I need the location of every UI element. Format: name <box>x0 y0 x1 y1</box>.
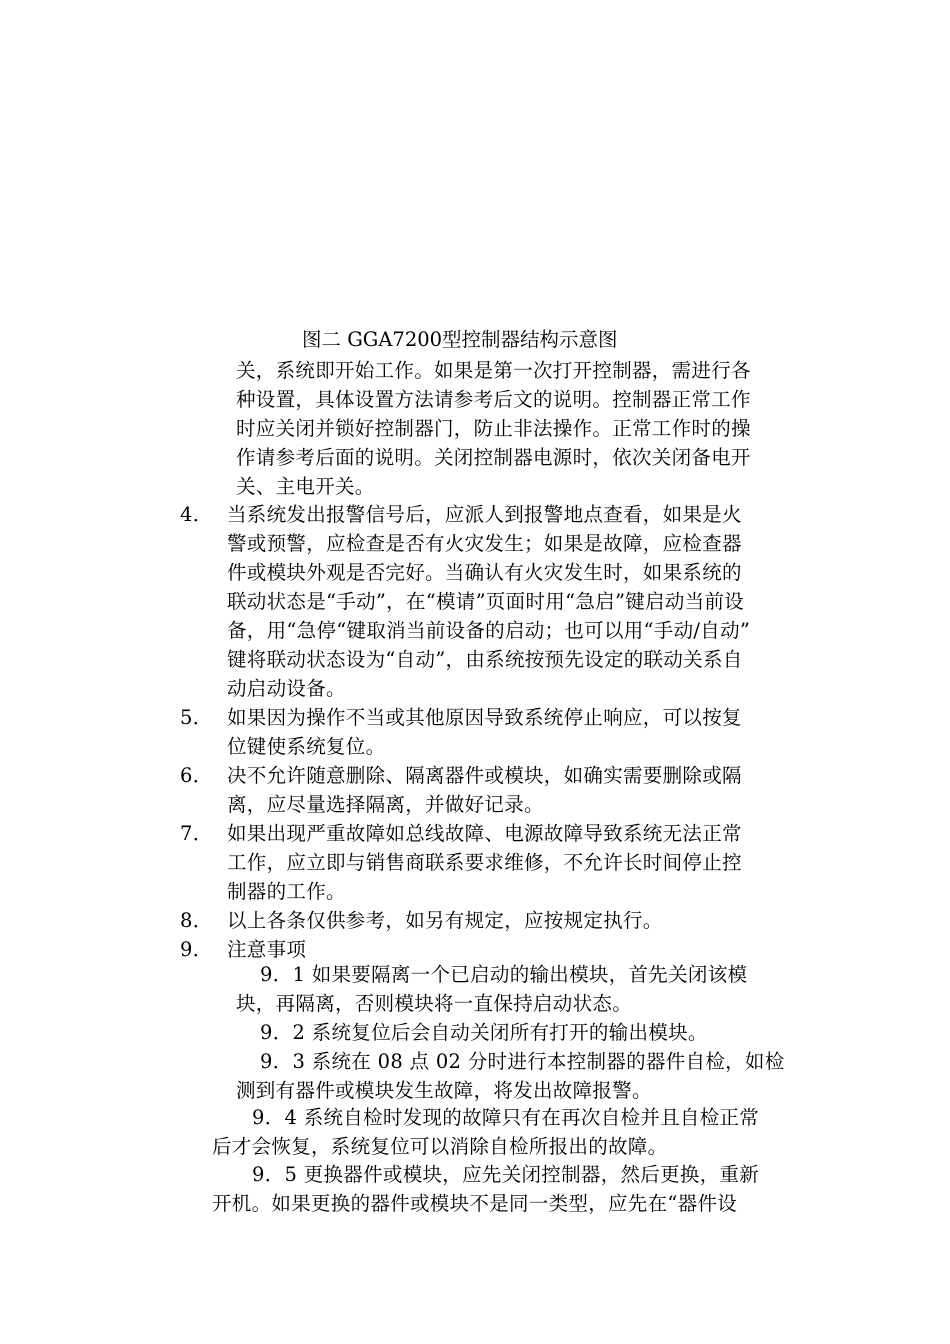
item-line: 如果因为操作不当或其他原因导致系统停止响应，可以按复 <box>227 706 742 729</box>
item-number: 8． <box>180 909 213 932</box>
item-line: 如果出现严重故障如总线故障、电源故障导致系统无法正常 <box>227 822 742 845</box>
list-item-5 <box>180 703 830 761</box>
intro-line: 作请参考后面的说明。关闭控制器电源时，依次关闭备电开 <box>236 446 751 469</box>
item-number: 5． <box>180 706 213 729</box>
item-number: 4． <box>180 503 213 526</box>
list-item-6 <box>180 761 830 819</box>
note-line: 后才会恢复，系统复位可以消除自检所报出的故障。 <box>212 1135 668 1158</box>
note-line: 9．4 系统自检时发现的故障只有在再次自检并且自检正常 <box>252 1106 760 1129</box>
intro-line: 种设置，具体设置方法请参考后文的说明。控制器正常工作 <box>236 388 751 411</box>
item-text <box>227 761 830 819</box>
item-line: 动启动设备。 <box>227 677 346 700</box>
note-9-3 <box>236 1047 836 1105</box>
item-line: 警或预警，应检查是否有火灾发生；如果是故障，应检查器 <box>227 532 742 555</box>
numbered-list <box>180 500 830 964</box>
intro-line: 关、主电开关。 <box>236 475 375 498</box>
figure-caption: 图二 GGA7200型控制器结构示意图 <box>302 328 618 351</box>
item-line: 注意事项 <box>227 938 307 961</box>
item-line: 位键使系统复位。 <box>227 735 386 758</box>
item-text <box>227 819 830 906</box>
note-9-2 <box>260 1018 840 1047</box>
note-line: 9．3 系统在 08 点 02 分时进行本控制器的器件自检，如检 <box>260 1050 785 1073</box>
intro-line: 时应关闭并锁好控制器门，防止非法操作。正常工作时的操 <box>236 417 751 440</box>
note-line: 9．1 如果要隔离一个已启动的输出模块，首先关闭该模 <box>260 963 748 986</box>
item-text <box>227 500 830 703</box>
item-line: 键将联动状态设为“自动”，由系统按预先设定的联动关系自 <box>227 648 743 671</box>
list-item-8 <box>180 906 830 935</box>
note-9-4 <box>212 1103 832 1161</box>
item-text <box>227 703 830 761</box>
item-line: 离，应尽量选择隔离，并做好记录。 <box>227 793 544 816</box>
item-line: 以上各条仅供参考，如另有规定，应按规定执行。 <box>227 909 663 932</box>
item-number: 9． <box>180 938 213 961</box>
item-number: 6． <box>180 764 213 787</box>
list-item-7 <box>180 819 830 906</box>
item-line: 联动状态是“手动”，在“模请”页面时用“急启”键启动当前设 <box>227 590 745 613</box>
list-item-4 <box>180 500 830 703</box>
item-text <box>227 906 830 935</box>
item-line: 当系统发出报警信号后，应派人到报警地点查看，如果是火 <box>227 503 742 526</box>
item-number: 7． <box>180 822 213 845</box>
note-line: 块，再隔离，否则模块将一直保持启动状态。 <box>236 992 633 1015</box>
item-line: 件或模块外观是否完好。当确认有火灾发生时，如果系统的 <box>227 561 742 584</box>
item-line: 备，用“急停“键取消当前设备的启动；也可以用“手动/自动” <box>227 619 751 642</box>
item-line: 制器的工作。 <box>227 880 346 903</box>
item-line: 工作，应立即与销售商联系要求维修，不允许长时间停止控 <box>227 851 742 874</box>
note-9-1 <box>236 960 836 1018</box>
note-line: 开机。如果更换的器件或模块不是同一类型，应先在“器件设 <box>212 1192 738 1215</box>
note-line: 测到有器件或模块发生故障，将发出故障报警。 <box>236 1079 652 1102</box>
note-9-5 <box>212 1160 832 1218</box>
intro-paragraph <box>236 356 826 501</box>
note-line: 9．5 更换器件或模块，应先关闭控制器，然后更换，重新 <box>252 1163 760 1186</box>
item-line: 决不允许随意删除、隔离器件或模块，如确实需要删除或隔 <box>227 764 742 787</box>
note-line: 9．2 系统复位后会自动关闭所有打开的输出模块。 <box>260 1021 708 1044</box>
intro-line: 关，系统即开始工作。如果是第一次打开控制器，需进行各 <box>236 359 751 382</box>
